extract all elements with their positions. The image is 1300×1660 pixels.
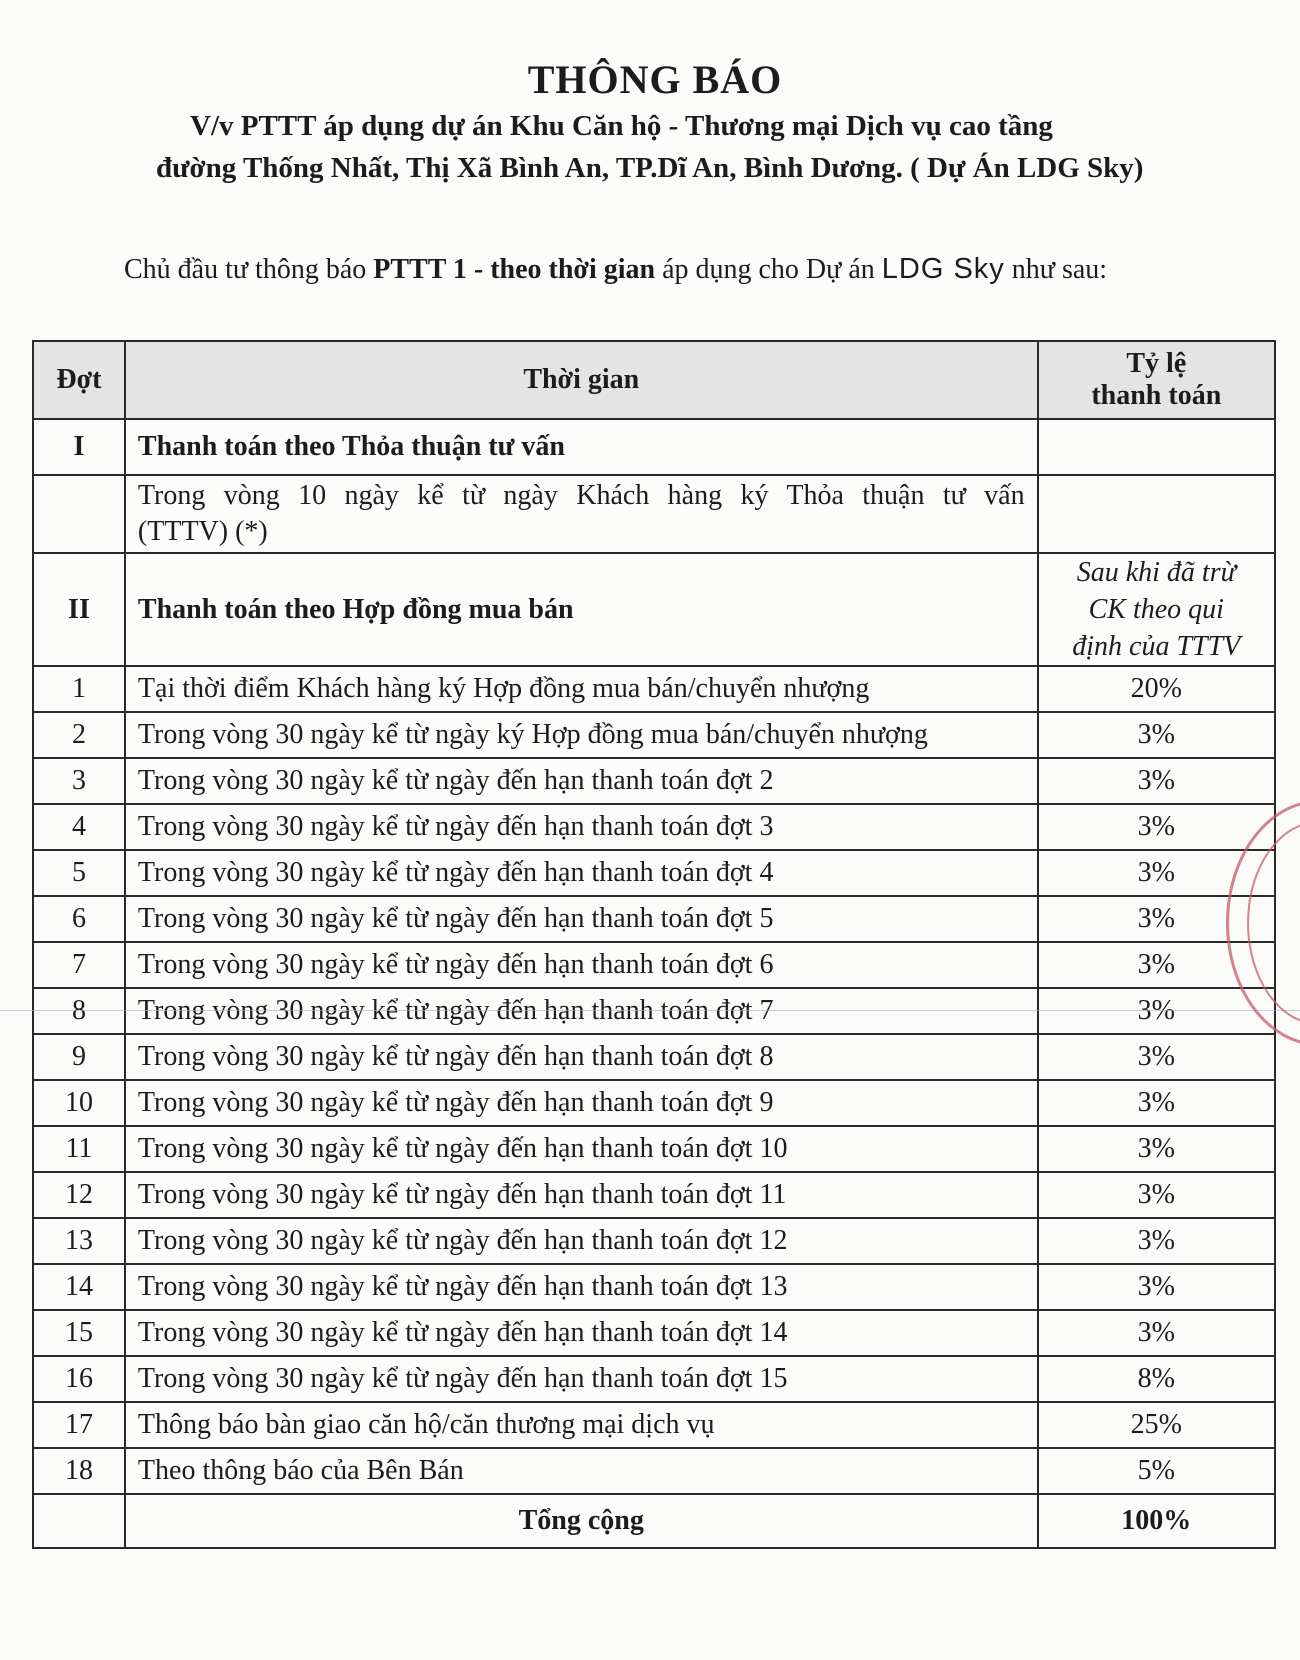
section-row-2 bbox=[33, 553, 1275, 666]
row-number: 1 bbox=[33, 666, 125, 712]
scan-rule-line bbox=[0, 1010, 1300, 1011]
subtitle-line-1: V/v PTTT áp dụng dự án Khu Căn hộ - Thương mại Dịch vụ cao tầng bbox=[190, 110, 1053, 142]
row-description: Trong vòng 30 ngày kể từ ngày đến hạn thanh toán đợt 2 bbox=[125, 758, 1038, 804]
row-description: Trong vòng 30 ngày kể từ ngày đến hạn thanh toán đợt 12 bbox=[125, 1218, 1038, 1264]
table-row bbox=[33, 1218, 1275, 1264]
row-description: Trong vòng 30 ngày kể từ ngày đến hạn thanh toán đợt 15 bbox=[125, 1356, 1038, 1402]
row-description: Tại thời điểm Khách hàng ký Hợp đồng mua bán/chuyển nhượng bbox=[125, 666, 1038, 712]
table-row bbox=[33, 804, 1275, 850]
row-number: 17 bbox=[33, 1402, 125, 1448]
row-rate: 3% bbox=[1038, 1218, 1275, 1264]
row-number: 16 bbox=[33, 1356, 125, 1402]
section-row-1 bbox=[33, 419, 1275, 475]
table-row bbox=[33, 942, 1275, 988]
row-rate: 3% bbox=[1038, 758, 1275, 804]
section-1-detail-text bbox=[125, 475, 1038, 553]
section-2-note-line1: Sau khi đã trừ bbox=[1076, 557, 1236, 588]
intro-bold-text: PTTT 1 - theo thời gian bbox=[373, 254, 656, 285]
row-description: Thông báo bàn giao căn hộ/căn thương mại dịch vụ bbox=[125, 1402, 1038, 1448]
row-description: Theo thông báo của Bên Bán bbox=[125, 1448, 1038, 1494]
row-description: Trong vòng 30 ngày kể từ ngày ký Hợp đồng mua bán/chuyển nhượng bbox=[125, 712, 1038, 758]
row-description: Trong vòng 30 ngày kể từ ngày đến hạn thanh toán đợt 7 bbox=[125, 988, 1038, 1034]
row-number: 7 bbox=[33, 942, 125, 988]
document-header bbox=[0, 56, 1300, 103]
row-description: Trong vòng 30 ngày kể từ ngày đến hạn thanh toán đợt 6 bbox=[125, 942, 1038, 988]
header-dot: Đợt bbox=[33, 341, 125, 419]
row-number: 12 bbox=[33, 1172, 125, 1218]
row-description: Trong vòng 30 ngày kể từ ngày đến hạn thanh toán đợt 13 bbox=[125, 1264, 1038, 1310]
row-description: Trong vòng 30 ngày kể từ ngày đến hạn thanh toán đợt 4 bbox=[125, 850, 1038, 896]
total-empty bbox=[33, 1494, 125, 1548]
section-1-detail-line2: (TTTV) (*) bbox=[137, 516, 268, 547]
row-number: 11 bbox=[33, 1126, 125, 1172]
row-rate: 3% bbox=[1038, 850, 1275, 896]
header-time: Thời gian bbox=[125, 341, 1038, 419]
total-row bbox=[33, 1494, 1275, 1548]
section-1-detail-rate bbox=[1038, 475, 1275, 553]
table-row bbox=[33, 1034, 1275, 1080]
section-1-detail-num bbox=[33, 475, 125, 553]
total-rate: 100% bbox=[1038, 1494, 1275, 1548]
row-rate: 5% bbox=[1038, 1448, 1275, 1494]
table-row bbox=[33, 988, 1275, 1034]
table-row bbox=[33, 1172, 1275, 1218]
row-rate: 3% bbox=[1038, 896, 1275, 942]
document-title: THÔNG BÁO bbox=[527, 57, 783, 102]
table-row bbox=[33, 666, 1275, 712]
row-number: 9 bbox=[33, 1034, 125, 1080]
row-rate: 20% bbox=[1038, 666, 1275, 712]
row-rate: 3% bbox=[1038, 988, 1275, 1034]
row-number: 10 bbox=[33, 1080, 125, 1126]
row-description: Trong vòng 30 ngày kể từ ngày đến hạn thanh toán đợt 9 bbox=[125, 1080, 1038, 1126]
row-rate: 3% bbox=[1038, 712, 1275, 758]
row-rate: 3% bbox=[1038, 1126, 1275, 1172]
row-rate: 8% bbox=[1038, 1356, 1275, 1402]
table-row bbox=[33, 1402, 1275, 1448]
table-header-row bbox=[33, 341, 1275, 419]
section-1-rate bbox=[1038, 419, 1275, 475]
section-2-title: Thanh toán theo Hợp đồng mua bán bbox=[125, 553, 1038, 666]
total-label: Tổng cộng bbox=[125, 1494, 1038, 1548]
header-rate-line2: thanh toán bbox=[1091, 380, 1222, 411]
row-number: 6 bbox=[33, 896, 125, 942]
row-description: Trong vòng 30 ngày kể từ ngày đến hạn thanh toán đợt 8 bbox=[125, 1034, 1038, 1080]
red-seal-inner-ring bbox=[1247, 821, 1300, 1025]
section-2-num: II bbox=[33, 553, 125, 666]
row-number: 5 bbox=[33, 850, 125, 896]
row-rate: 3% bbox=[1038, 804, 1275, 850]
row-rate: 3% bbox=[1038, 1034, 1275, 1080]
row-number: 15 bbox=[33, 1310, 125, 1356]
row-description: Trong vòng 30 ngày kể từ ngày đến hạn thanh toán đợt 3 bbox=[125, 804, 1038, 850]
table-row bbox=[33, 1080, 1275, 1126]
section-1-num: I bbox=[33, 419, 125, 475]
section-1-detail-row bbox=[33, 475, 1275, 553]
section-2-note-line3: định của TTTV bbox=[1072, 631, 1241, 662]
row-number: 13 bbox=[33, 1218, 125, 1264]
intro-paragraph bbox=[124, 246, 1214, 293]
row-description: Trong vòng 30 ngày kể từ ngày đến hạn thanh toán đợt 14 bbox=[125, 1310, 1038, 1356]
section-1-detail-line1: Trong vòng 10 ngày kể từ ngày Khách hàng ký Thỏa thuận tư vấn bbox=[137, 480, 1025, 511]
subtitle-line-2: đường Thống Nhất, Thị Xã Bình An, TP.Dĩ An, Bình Dương. ( Dự Án LDG Sky) bbox=[156, 152, 1144, 184]
row-number: 14 bbox=[33, 1264, 125, 1310]
table-row bbox=[33, 1310, 1275, 1356]
table-row bbox=[33, 896, 1275, 942]
row-number: 3 bbox=[33, 758, 125, 804]
header-rate bbox=[1038, 341, 1275, 419]
table-row bbox=[33, 1264, 1275, 1310]
table-row bbox=[33, 1126, 1275, 1172]
table-row bbox=[33, 1356, 1275, 1402]
row-description: Trong vòng 30 ngày kể từ ngày đến hạn thanh toán đợt 10 bbox=[125, 1126, 1038, 1172]
row-number: 8 bbox=[33, 988, 125, 1034]
row-number: 2 bbox=[33, 712, 125, 758]
row-number: 4 bbox=[33, 804, 125, 850]
table-row bbox=[33, 758, 1275, 804]
project-name: LDG Sky bbox=[881, 253, 1005, 285]
row-rate: 3% bbox=[1038, 942, 1275, 988]
table-row bbox=[33, 1448, 1275, 1494]
row-number: 18 bbox=[33, 1448, 125, 1494]
row-rate: 3% bbox=[1038, 1264, 1275, 1310]
table-row bbox=[33, 850, 1275, 896]
payment-schedule-table bbox=[32, 340, 1276, 1549]
section-2-note-line2: CK theo qui bbox=[1088, 594, 1224, 625]
row-description: Trong vòng 30 ngày kể từ ngày đến hạn thanh toán đợt 11 bbox=[125, 1172, 1038, 1218]
intro-text-3: như sau: bbox=[1004, 254, 1108, 285]
row-description: Trong vòng 30 ngày kể từ ngày đến hạn thanh toán đợt 5 bbox=[125, 896, 1038, 942]
row-rate: 3% bbox=[1038, 1080, 1275, 1126]
row-rate: 3% bbox=[1038, 1172, 1275, 1218]
row-rate: 25% bbox=[1038, 1402, 1275, 1448]
section-1-title: Thanh toán theo Thỏa thuận tư vấn bbox=[125, 419, 1038, 475]
table-row bbox=[33, 712, 1275, 758]
intro-text-1: Chủ đầu tư thông báo bbox=[124, 254, 374, 285]
intro-text-2: áp dụng cho Dự án bbox=[655, 254, 882, 285]
row-rate: 3% bbox=[1038, 1310, 1275, 1356]
header-rate-line1: Tỷ lệ bbox=[1126, 348, 1187, 379]
section-2-note bbox=[1038, 553, 1275, 666]
